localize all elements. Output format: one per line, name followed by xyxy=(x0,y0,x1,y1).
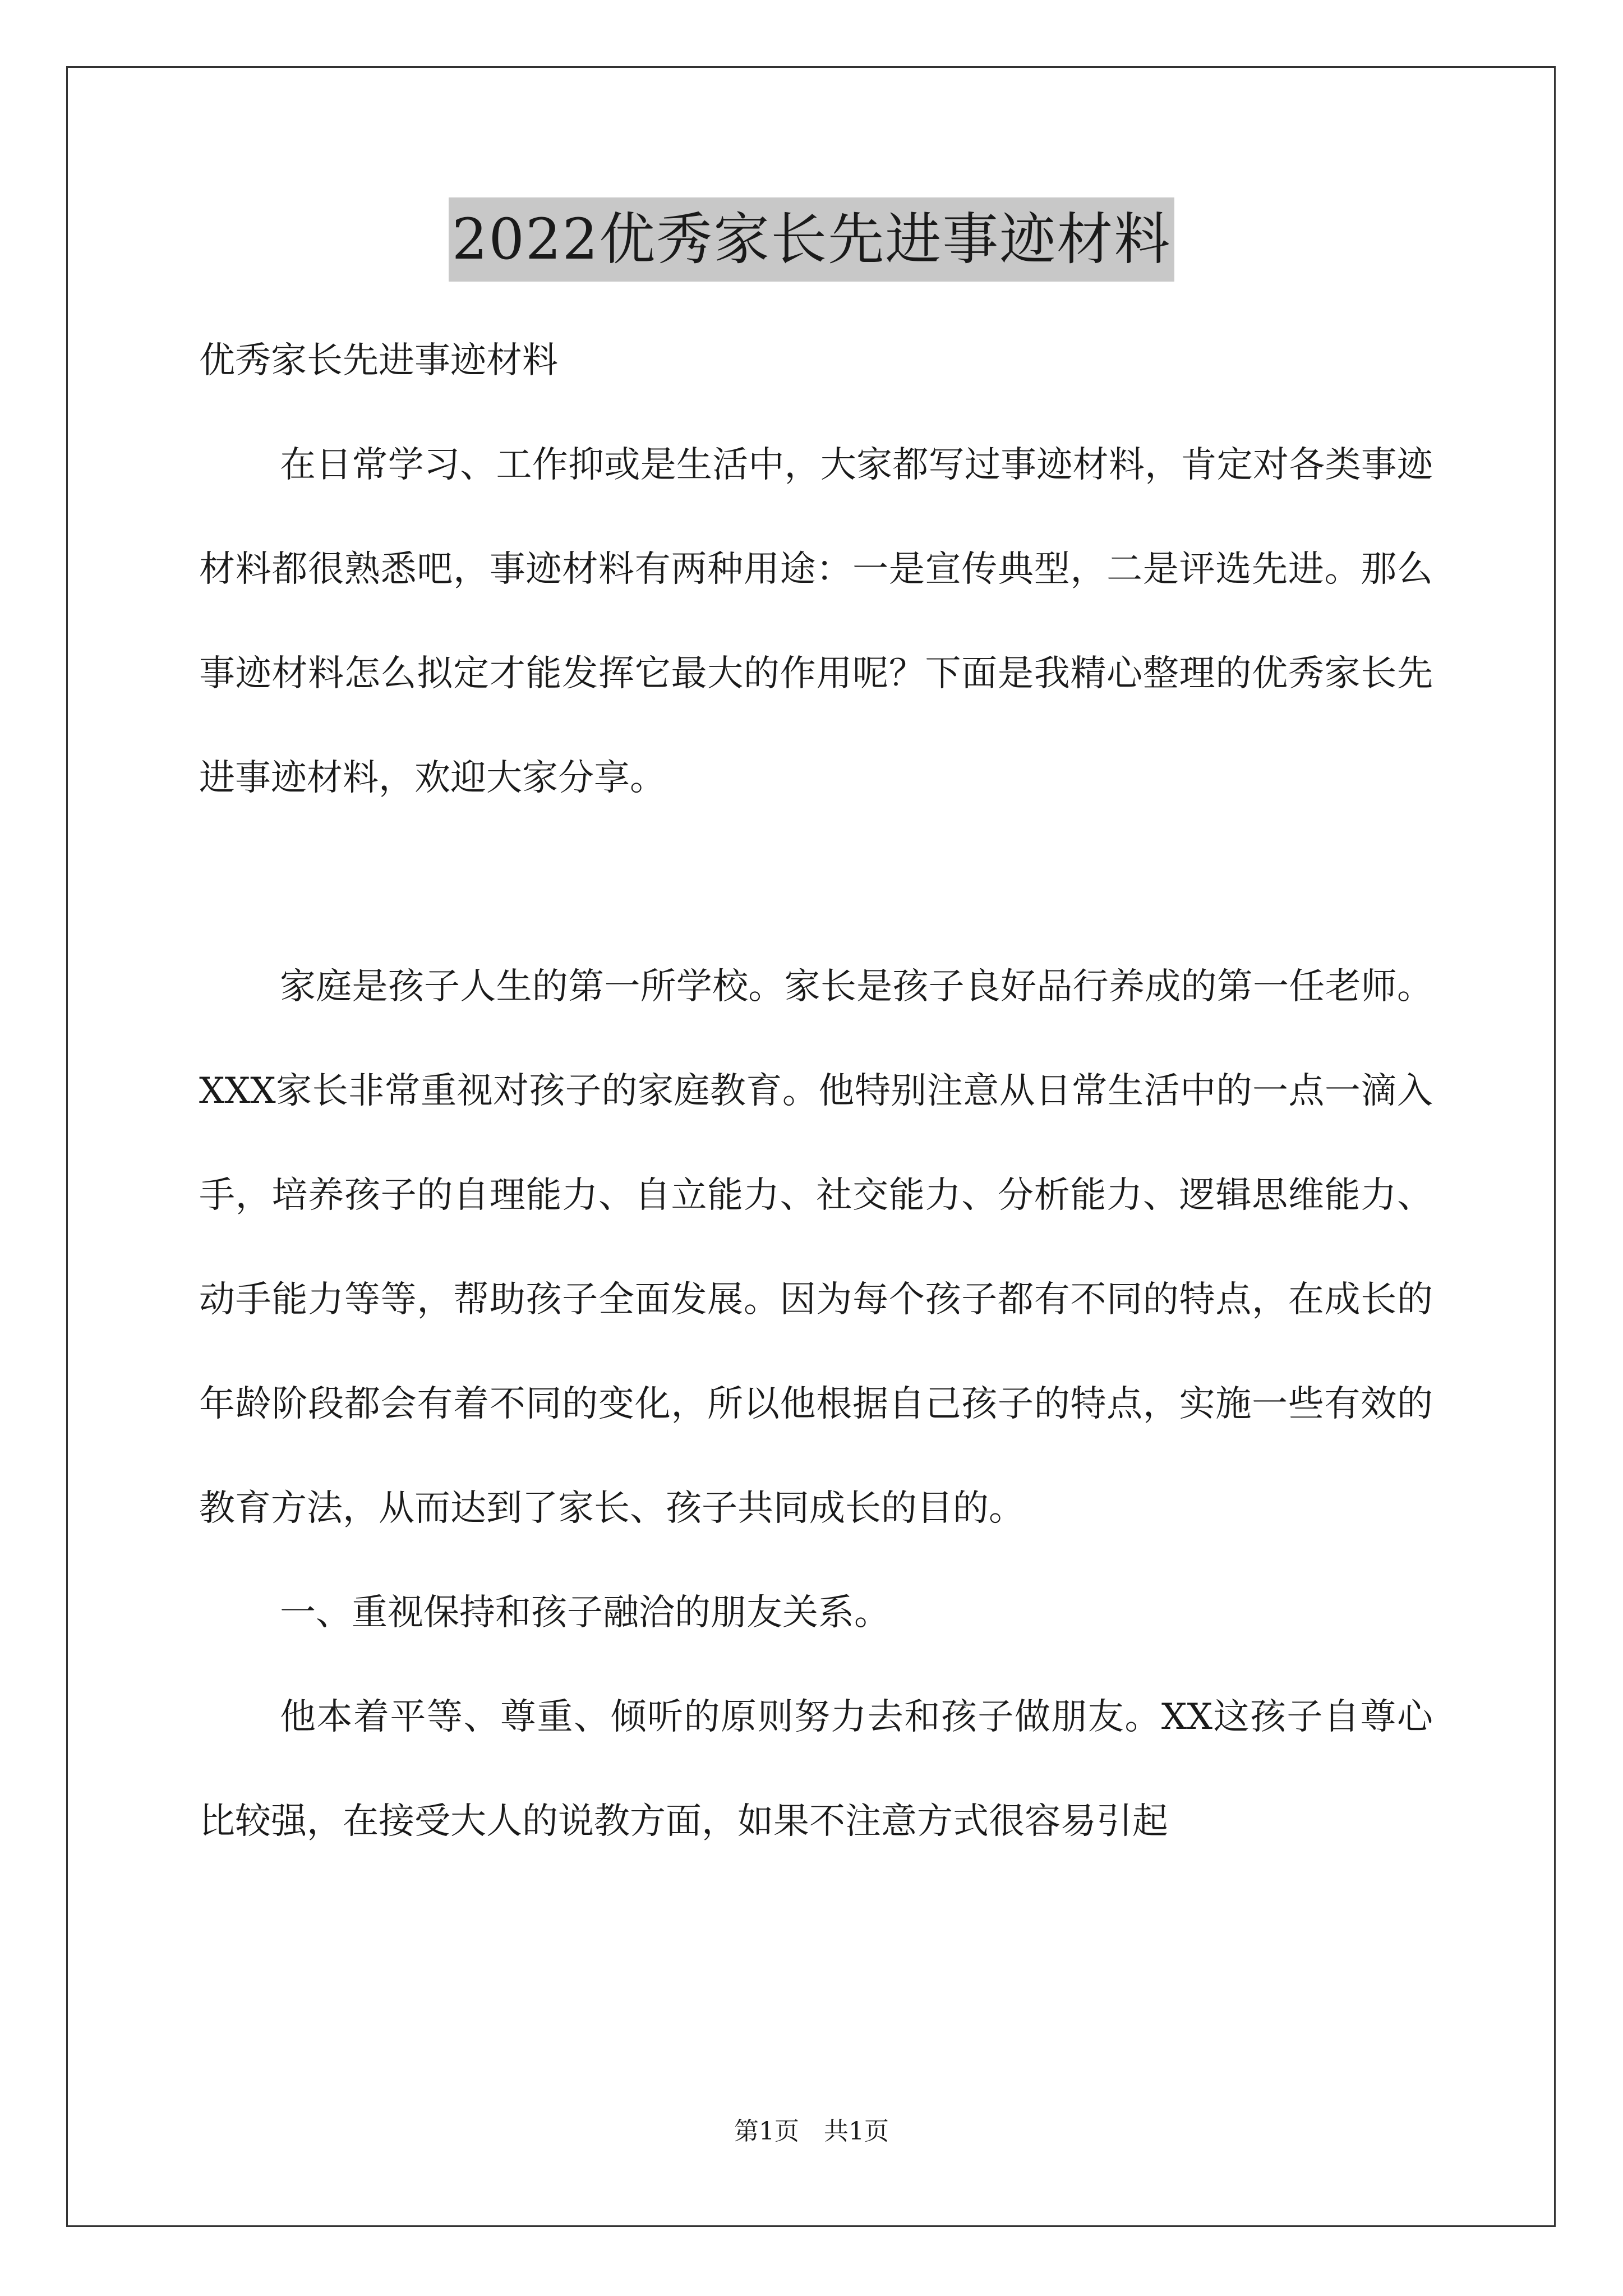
title-container xyxy=(0,197,1623,282)
page-total: 共1页 xyxy=(824,2117,889,2146)
page-number: 第1页 xyxy=(734,2117,799,2146)
paragraph-friendship: 他本着平等、尊重、倾听的原则努力去和孩子做朋友。XX这孩子自尊心比较强，在接受大人的说教方面，如果不注意方式很容易引起 xyxy=(199,1696,1433,1842)
document-title: 2022优秀家长先进事迹材料 xyxy=(449,197,1175,282)
document-subtitle: 优秀家长先进事迹材料 xyxy=(199,340,558,381)
document-body xyxy=(199,309,1433,1874)
paragraph-spacer xyxy=(199,830,1433,935)
paragraph-intro: 在日常学习、工作抑或是生活中，大家都写过事迹材料，肯定对各类事迹材料都很熟悉吧，事迹材料有两种用途：一是宣传典型，二是评选先进。那么事迹材料怎么拟定才能发挥它最大的作用呢？下面是我精心整理的优秀家长先进事迹材料，欢迎大家分享。 xyxy=(199,444,1433,799)
page-footer xyxy=(0,2115,1623,2148)
paragraph-family-education: 家庭是孩子人生的第一所学校。家长是孩子良好品行养成的第一任老师。XXX家长非常重视对孩子的家庭教育。他特别注意从日常生活中的一点一滴入手，培养孩子的自理能力、自立能力、社交能力、分析能力、逻辑思维能力、动手能力等等，帮助孩子全面发展。因为每个孩子都有不同的特点，在成长的年龄阶段都会有着不同的变化，所以他根据自己孩子的特点，实施一些有效的教育方法，从而达到了家长、孩子共同成长的目的。 xyxy=(199,966,1433,1529)
section-heading-one: 一、重视保持和孩子融洽的朋友关系。 xyxy=(280,1592,890,1634)
